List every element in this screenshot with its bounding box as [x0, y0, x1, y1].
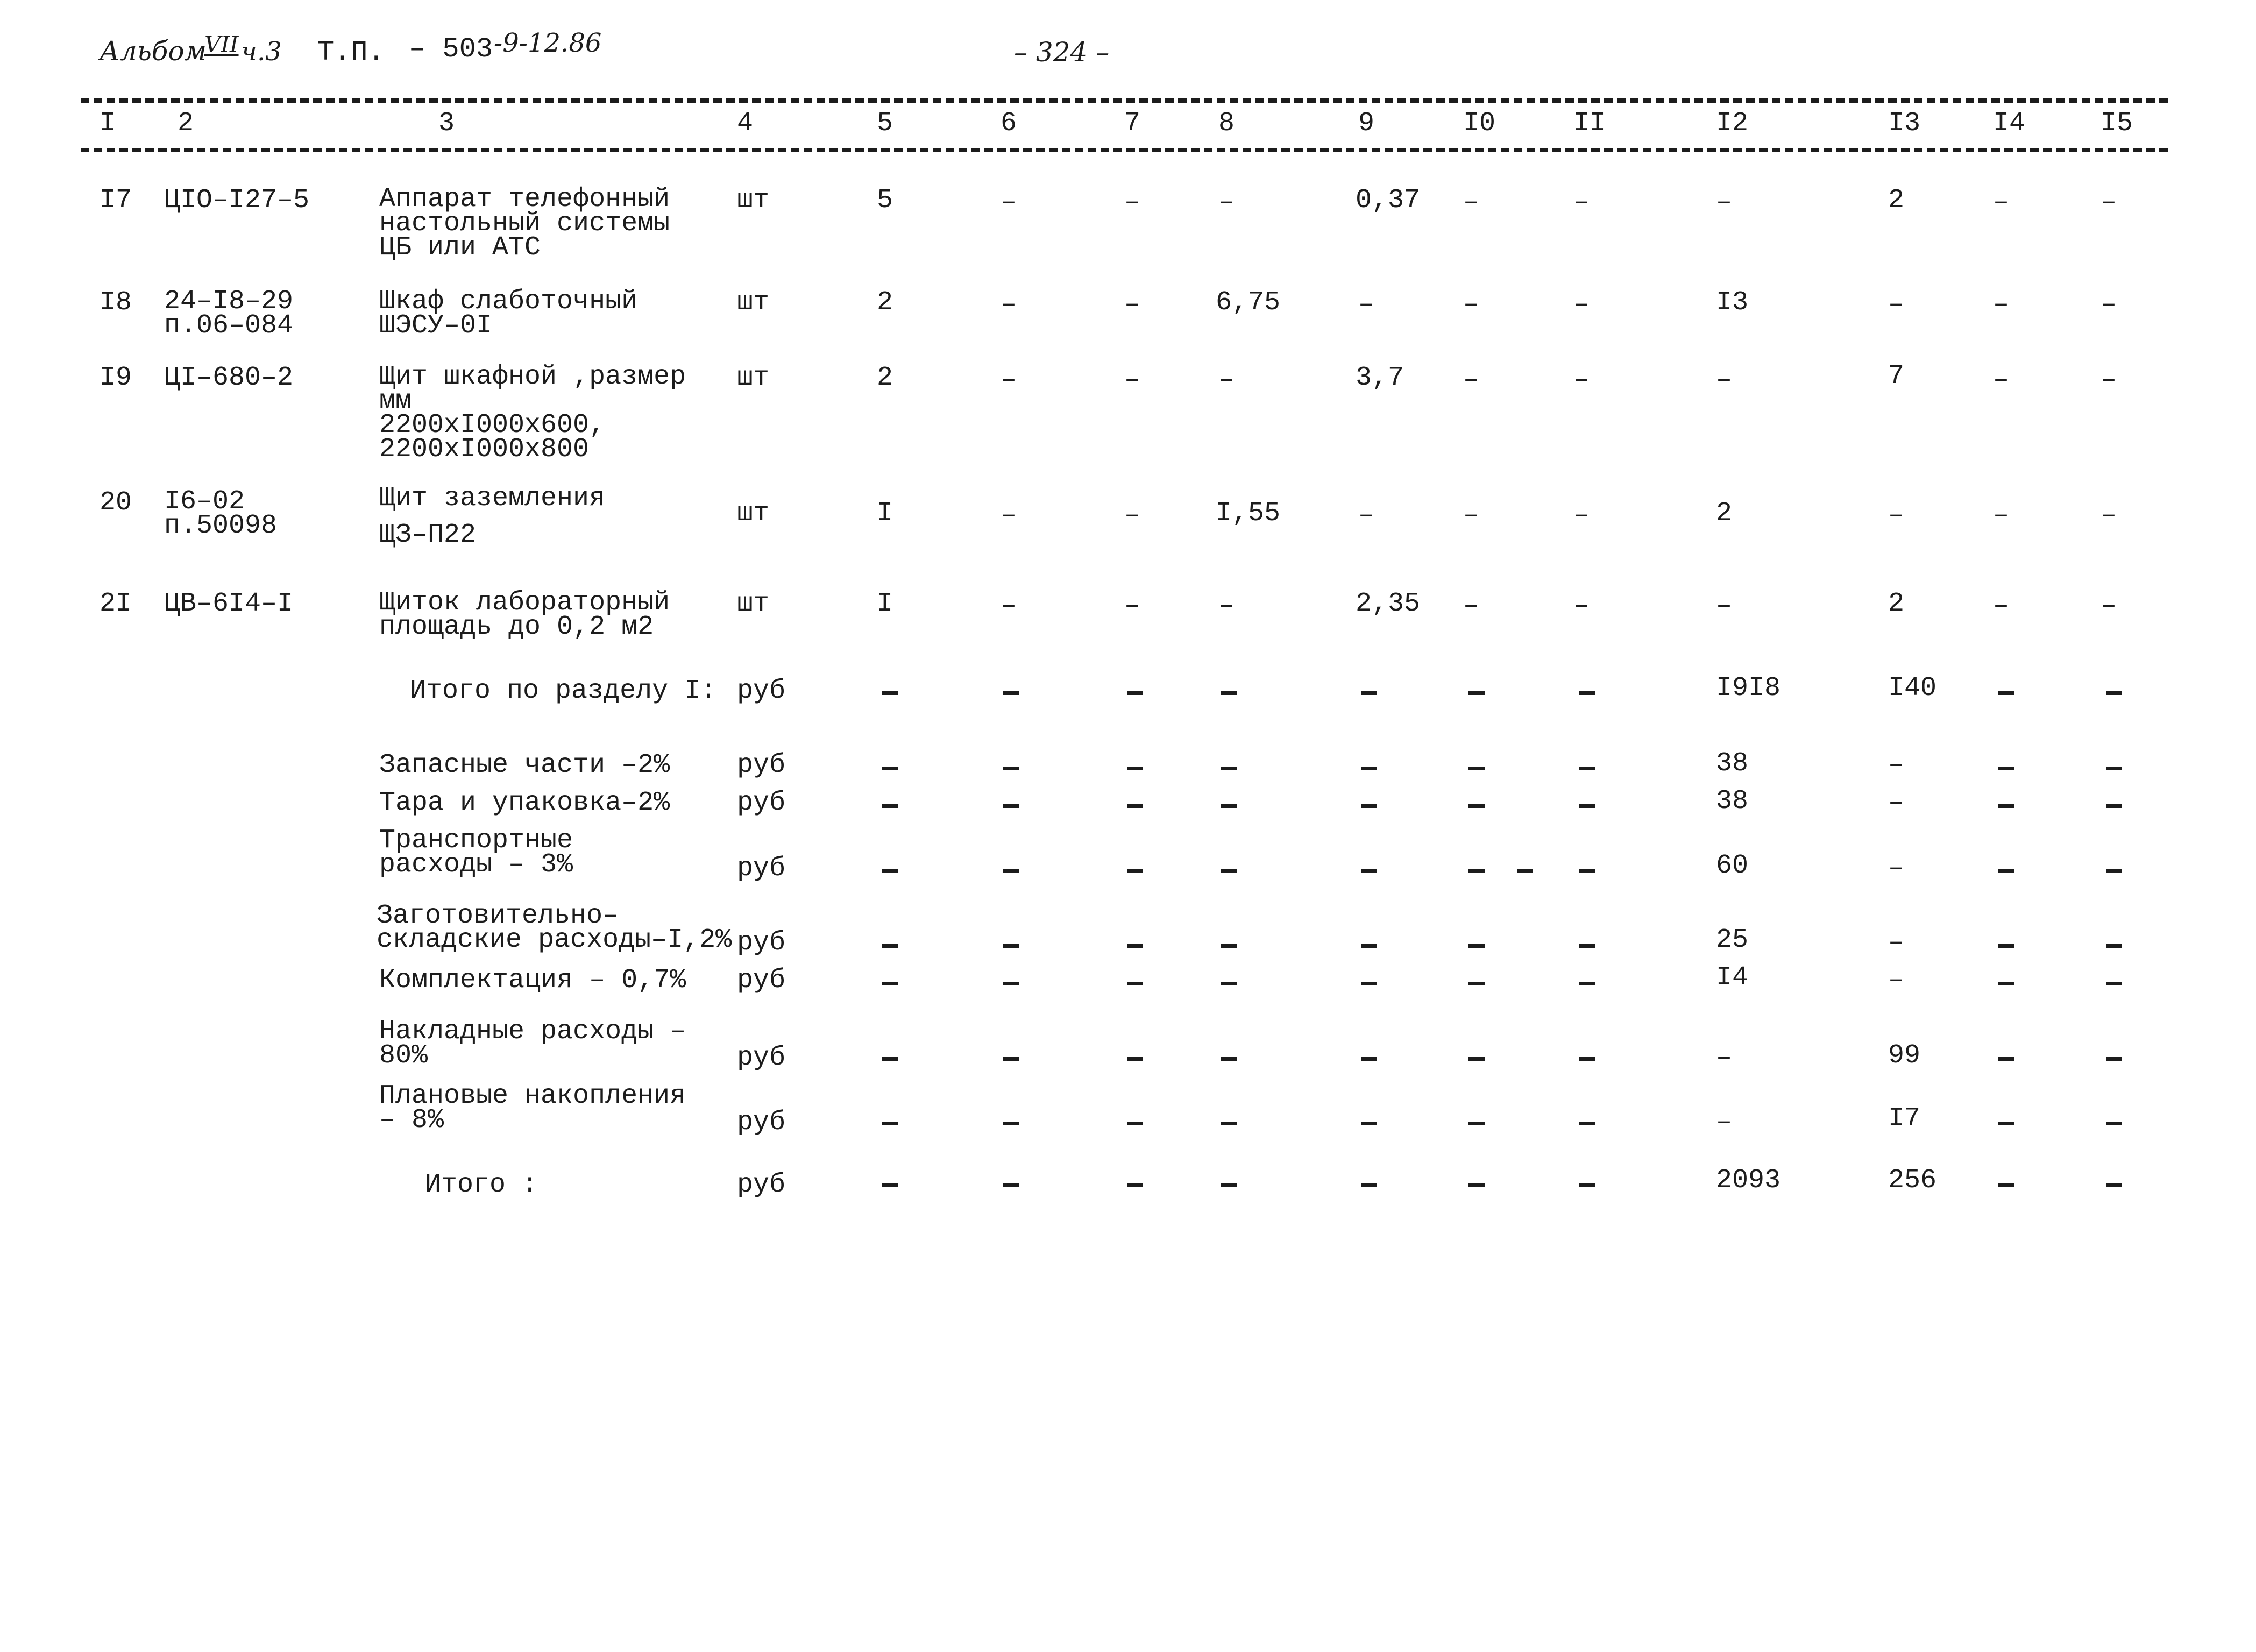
empty-cell-dash: [1361, 767, 1377, 770]
charge-label: Накладные расходы – 80%: [379, 1016, 686, 1071]
item-name: Аппарат телефонный настольный системы ЦБ или АТС: [379, 184, 670, 263]
column-header: 8: [1218, 108, 1235, 139]
section-total-label: Итого по разделу I:: [410, 676, 717, 706]
empty-cell-dash: [1361, 869, 1377, 873]
grand-total-label: Итого :: [425, 1169, 538, 1200]
row-number: I9: [100, 363, 132, 393]
empty-cell-dash: [1221, 869, 1237, 873]
album-part: ч.3: [241, 37, 282, 67]
cell-c11: –: [1573, 365, 1590, 395]
column-header: 5: [877, 108, 893, 139]
empty-cell-dash: [1127, 1057, 1143, 1061]
cell-c5: I: [877, 498, 893, 529]
empty-cell-dash: [1468, 1057, 1485, 1061]
cell-c12: –: [1716, 365, 1733, 395]
empty-cell-dash: [1998, 1122, 2014, 1125]
column-header: I0: [1463, 108, 1496, 139]
empty-cell-dash: [1361, 944, 1377, 948]
cell-c7: –: [1124, 289, 1141, 320]
empty-cell-dash: [1221, 767, 1237, 770]
empty-cell-dash: [1127, 869, 1143, 873]
cell-c7: –: [1124, 500, 1141, 531]
empty-cell-dash: [882, 869, 898, 873]
item-name: Щит шкафной ,размер мм 2200xI000x600, 2200xI000x800: [379, 361, 686, 465]
empty-cell-dash: [882, 691, 898, 695]
unit: руб: [737, 927, 786, 958]
cell-c12: I3: [1716, 287, 1749, 318]
empty-cell-dash: [1579, 1122, 1595, 1125]
header-rule-top: [81, 98, 2168, 103]
empty-cell-dash: [1579, 1183, 1595, 1187]
empty-cell-dash: [1998, 691, 2014, 695]
column-header: 2: [178, 108, 194, 139]
cell-c11: –: [1573, 591, 1590, 621]
unit: руб: [737, 965, 786, 996]
empty-cell-dash: [1998, 804, 2014, 808]
cell-c8: –: [1218, 187, 1235, 218]
cell-c9: 3,7: [1356, 363, 1404, 393]
cell-c12: 2: [1716, 498, 1733, 529]
charge-c13: –: [1888, 750, 1905, 781]
cell-c14: –: [1993, 187, 2010, 218]
cell-c15: –: [2101, 500, 2117, 531]
empty-cell-dash: [1998, 944, 2014, 948]
cell-c15: –: [2101, 187, 2117, 218]
cell-c8: –: [1218, 591, 1235, 621]
cell-c10: –: [1463, 500, 1480, 531]
empty-cell-dash: [1127, 767, 1143, 770]
empty-cell-dash: [882, 1057, 898, 1061]
empty-cell-dash: [1127, 1122, 1143, 1125]
cell-c7: –: [1124, 591, 1141, 621]
cell-c6: –: [1001, 289, 1017, 320]
column-header: I2: [1716, 108, 1749, 139]
empty-cell-dash: [1468, 691, 1485, 695]
empty-cell-dash: [2106, 691, 2122, 695]
item-code: I6–02 п.50098: [164, 486, 278, 541]
empty-cell-dash: [1468, 944, 1485, 948]
empty-cell-dash: [1003, 944, 1019, 948]
empty-cell-dash: [2106, 1183, 2122, 1187]
cell-c7: –: [1124, 365, 1141, 395]
charge-label: Заготовительно– складские расходы–I,2%: [377, 901, 732, 955]
empty-cell-dash: [1468, 1122, 1485, 1125]
row-number: 2I: [100, 589, 132, 619]
charge-label: Тара и упаковка–2%: [379, 788, 670, 818]
empty-cell-dash: [882, 944, 898, 948]
cell-c9: –: [1358, 289, 1375, 320]
album-volume: VII: [204, 31, 239, 58]
cell-c11: –: [1573, 500, 1590, 531]
unit: шт: [737, 363, 770, 393]
empty-cell-dash: [882, 767, 898, 770]
empty-cell-dash: [1468, 982, 1485, 985]
empty-cell-dash: [1998, 1057, 2014, 1061]
empty-cell-dash: [1361, 691, 1377, 695]
item-code: ЦI–680–2: [164, 363, 294, 393]
cell-c5: 5: [877, 185, 893, 216]
cell-c6: –: [1001, 187, 1017, 218]
cell-c9: 2,35: [1356, 589, 1421, 619]
cell-c13: 2: [1888, 185, 1905, 216]
empty-cell-dash: [1127, 691, 1143, 695]
empty-cell-dash: [1221, 1183, 1237, 1187]
cell-c6: –: [1001, 591, 1017, 621]
column-header: 3: [438, 108, 455, 139]
cell-c10: –: [1463, 591, 1480, 621]
charge-c13: –: [1888, 927, 1905, 958]
empty-cell-dash: [1003, 1183, 1019, 1187]
empty-cell-dash: [1579, 767, 1595, 770]
unit: руб: [737, 788, 786, 818]
cell-c12: –: [1716, 591, 1733, 621]
empty-cell-dash: [1517, 869, 1533, 873]
item-code: 24–I8–29 п.06–084: [164, 286, 294, 341]
empty-cell-dash: [2106, 982, 2122, 985]
cell-c15: –: [2101, 289, 2117, 320]
cell-c13: –: [1888, 289, 1905, 320]
cell-c15: –: [2101, 591, 2117, 621]
empty-cell-dash: [1127, 804, 1143, 808]
unit: шт: [737, 185, 770, 216]
section-total-c12: I9I8: [1716, 673, 1781, 704]
cell-c6: –: [1001, 365, 1017, 395]
column-header: 7: [1124, 108, 1141, 139]
cell-c13: 2: [1888, 589, 1905, 619]
unit: руб: [737, 1043, 786, 1073]
item-code: ЦIO–I27–5: [164, 185, 310, 216]
empty-cell-dash: [1361, 1057, 1377, 1061]
cell-c10: –: [1463, 365, 1480, 395]
empty-cell-dash: [882, 1183, 898, 1187]
column-header: 9: [1358, 108, 1375, 139]
grand-total-c12: 2093: [1716, 1165, 1781, 1196]
charge-label: Запасные части –2%: [379, 750, 670, 781]
unit: руб: [737, 1169, 786, 1200]
empty-cell-dash: [882, 804, 898, 808]
empty-cell-dash: [1221, 1057, 1237, 1061]
empty-cell-dash: [1221, 691, 1237, 695]
cell-c5: I: [877, 589, 893, 619]
cell-c11: –: [1573, 289, 1590, 320]
cell-c12: –: [1716, 187, 1733, 218]
empty-cell-dash: [1361, 1183, 1377, 1187]
tp-number-handwritten: -9-12.86: [494, 28, 602, 58]
unit: руб: [737, 1107, 786, 1138]
item-name: Щиток лабораторный площадь до 0,2 м2: [379, 587, 670, 642]
empty-cell-dash: [1468, 804, 1485, 808]
empty-cell-dash: [2106, 1122, 2122, 1125]
charge-c13: –: [1888, 965, 1905, 996]
cell-c10: –: [1463, 289, 1480, 320]
charge-label: Плановые накопления – 8%: [379, 1081, 686, 1136]
cell-c13: –: [1888, 500, 1905, 531]
grand-total-c13: 256: [1888, 1165, 1937, 1196]
empty-cell-dash: [1998, 1183, 2014, 1187]
charge-c12: 60: [1716, 850, 1749, 881]
column-header: I3: [1888, 108, 1921, 139]
cell-c7: –: [1124, 187, 1141, 218]
cell-c9: 0,37: [1356, 185, 1421, 216]
empty-cell-dash: [1579, 944, 1595, 948]
cell-c14: –: [1993, 365, 2010, 395]
empty-cell-dash: [1221, 944, 1237, 948]
empty-cell-dash: [1468, 767, 1485, 770]
empty-cell-dash: [1468, 869, 1485, 873]
empty-cell-dash: [882, 1122, 898, 1125]
charge-label: Комплектация – 0,7%: [379, 965, 686, 996]
empty-cell-dash: [1579, 869, 1595, 873]
empty-cell-dash: [1361, 804, 1377, 808]
column-header: I4: [1993, 108, 2026, 139]
tp-number: – 503: [409, 33, 493, 65]
charge-c13: I7: [1888, 1103, 1921, 1134]
cell-c8: 6,75: [1216, 287, 1281, 318]
empty-cell-dash: [2106, 1057, 2122, 1061]
empty-cell-dash: [1998, 767, 2014, 770]
unit: руб: [737, 676, 786, 706]
empty-cell-dash: [1579, 804, 1595, 808]
column-header: 6: [1001, 108, 1017, 139]
empty-cell-dash: [1127, 982, 1143, 985]
cell-c13: 7: [1888, 361, 1905, 392]
empty-cell-dash: [1579, 691, 1595, 695]
item-name: Щит заземления ЩЗ–П22: [379, 483, 606, 550]
charge-c12: –: [1716, 1107, 1733, 1138]
empty-cell-dash: [1003, 982, 1019, 985]
column-header: I5: [2101, 108, 2133, 139]
cell-c5: 2: [877, 363, 893, 393]
cell-c14: –: [1993, 500, 2010, 531]
cell-c14: –: [1993, 591, 2010, 621]
charge-c13: –: [1888, 788, 1905, 818]
unit: шт: [737, 498, 770, 529]
charge-c12: 25: [1716, 925, 1749, 955]
cell-c8: –: [1218, 365, 1235, 395]
charge-c12: –: [1716, 1043, 1733, 1073]
page-number: – 324 –: [1014, 37, 1110, 68]
empty-cell-dash: [1127, 944, 1143, 948]
empty-cell-dash: [2106, 869, 2122, 873]
row-number: I7: [100, 185, 132, 216]
empty-cell-dash: [1003, 869, 1019, 873]
empty-cell-dash: [1221, 1122, 1237, 1125]
column-header: II: [1573, 108, 1606, 139]
cell-c14: –: [1993, 289, 2010, 320]
cell-c5: 2: [877, 287, 893, 318]
item-name: Шкаф слаботочный ШЭСУ–0I: [379, 286, 638, 341]
empty-cell-dash: [1127, 1183, 1143, 1187]
empty-cell-dash: [1361, 1122, 1377, 1125]
row-number: 20: [100, 487, 132, 518]
empty-cell-dash: [2106, 804, 2122, 808]
empty-cell-dash: [2106, 944, 2122, 948]
empty-cell-dash: [1003, 804, 1019, 808]
cell-c9: –: [1358, 500, 1375, 531]
charge-c12: 38: [1716, 786, 1749, 817]
cell-c6: –: [1001, 500, 1017, 531]
empty-cell-dash: [1579, 1057, 1595, 1061]
empty-cell-dash: [2106, 767, 2122, 770]
cell-c11: –: [1573, 187, 1590, 218]
section-total-c13: I40: [1888, 673, 1937, 704]
album-label: Альбом: [100, 36, 207, 67]
empty-cell-dash: [1003, 767, 1019, 770]
unit: шт: [737, 589, 770, 619]
unit: шт: [737, 287, 770, 318]
charge-label: Транспортные расходы – 3%: [379, 825, 573, 880]
tp-label: Т.П.: [317, 37, 385, 68]
column-header: I: [100, 108, 116, 139]
empty-cell-dash: [1003, 1122, 1019, 1125]
empty-cell-dash: [1579, 982, 1595, 985]
empty-cell-dash: [1468, 1183, 1485, 1187]
cell-c8: I,55: [1216, 498, 1281, 529]
cell-c10: –: [1463, 187, 1480, 218]
charge-c12: I4: [1716, 962, 1749, 993]
empty-cell-dash: [1221, 804, 1237, 808]
row-number: I8: [100, 287, 132, 318]
unit: руб: [737, 853, 786, 884]
column-header: 4: [737, 108, 754, 139]
header-rule-bottom: [81, 148, 2168, 152]
empty-cell-dash: [1998, 869, 2014, 873]
cell-c15: –: [2101, 365, 2117, 395]
empty-cell-dash: [1221, 982, 1237, 985]
empty-cell-dash: [1361, 982, 1377, 985]
item-code: ЦВ–6I4–I: [164, 589, 294, 619]
empty-cell-dash: [1003, 1057, 1019, 1061]
charge-c12: 38: [1716, 748, 1749, 779]
empty-cell-dash: [1003, 691, 1019, 695]
charge-c13: 99: [1888, 1040, 1921, 1071]
unit: руб: [737, 750, 786, 781]
empty-cell-dash: [1998, 982, 2014, 985]
empty-cell-dash: [882, 982, 898, 985]
charge-c13: –: [1888, 853, 1905, 884]
